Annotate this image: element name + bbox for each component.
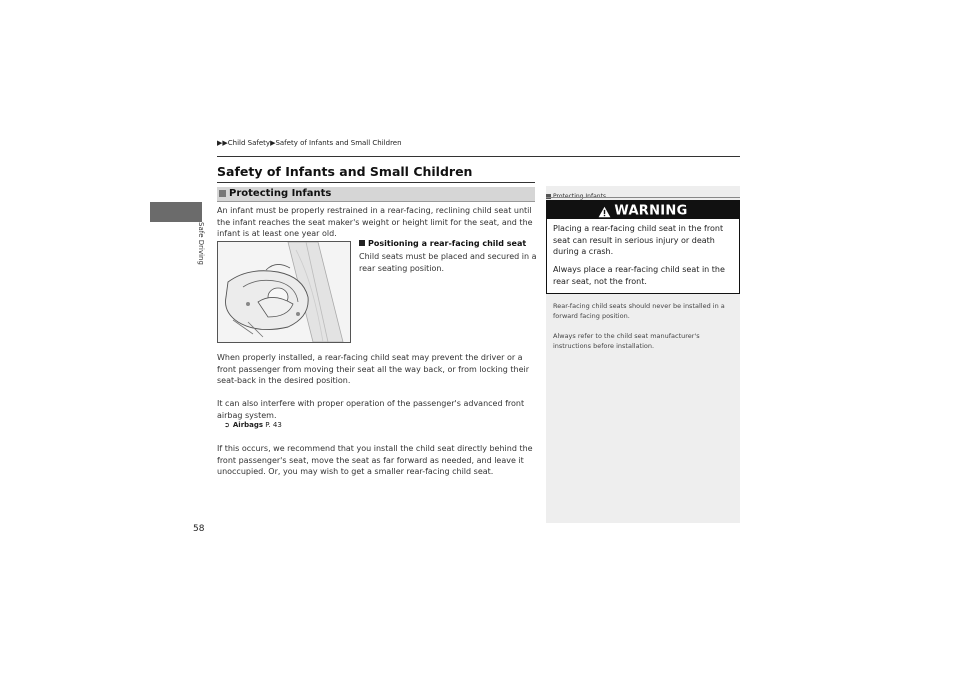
breadcrumb-separator-icon: ▶ [270,139,276,147]
paragraph-installed: When properly installed, a rear-facing child seat may prevent the driver or a front passenger from moving their seat all the way back, or from locking their seat-back in the desired position. [217,353,530,385]
sidebar-note-2: Always refer to the child seat manufacturer's instructions before installation. [553,332,700,350]
page-number: 58 [193,524,205,534]
breadcrumb-link-child-safety[interactable]: Child Safety [227,139,271,147]
reference-arrow-icon: ➲ [224,421,230,429]
subheading [359,239,526,248]
warning-title: WARNING [614,203,688,219]
section-heading: Protecting Infants [229,188,332,199]
subheading-label: Positioning a rear-facing child seat [368,239,527,248]
warning-triangle-icon [598,206,611,218]
warning-box [546,200,740,294]
warning-text-2: Always place a rear-facing child seat in the rear seat, not the front. [553,265,725,286]
child-seat-icon [218,242,350,342]
chapter-label: Safe Driving [197,222,205,265]
breadcrumb-arrows-icon: ▶▶ [217,139,228,147]
title-divider [217,182,535,183]
warning-header [547,201,739,219]
warning-text-1: Placing a rear-facing child seat in the front seat can result in serious injury or death during a crash. [553,224,724,256]
reference-page: P. 43 [265,421,282,429]
square-bullet-icon [359,240,365,246]
cross-reference-airbags[interactable] [224,421,282,429]
chapter-tab [150,202,202,222]
sidebar-note-1: Rear-facing child seats should never be installed in a forward facing position. [553,302,725,320]
rear-facing-child-seat-illustration [217,241,351,343]
subheading-text: Child seats must be placed and secured in a rear seating position. [359,252,537,273]
reference-label[interactable]: Airbags [232,421,264,429]
section-heading-bar [217,187,535,202]
breadcrumb-current: Safety of Infants and Small Children [275,139,402,147]
square-bullet-icon [219,190,226,197]
header-divider [217,156,740,157]
intro-paragraph: An infant must be properly restrained in a rear-facing, reclining child seat until the infant reaches the seat maker's weight or height limit for the seat, and the infant is at least one year old. [217,206,533,238]
paragraph-airbag: It can also interfere with proper operation of the passenger's advanced front airbag system. [217,399,525,420]
page-title: Safety of Infants and Small Children [217,164,473,179]
breadcrumb [217,139,402,147]
paragraph-recommendation: If this occurs, we recommend that you install the child seat directly behind the front passenger's seat, move the seat as far forward as needed, and leave it unoccupied. Or, you may wish to get a smaller rear-facing child seat. [217,444,533,476]
sidebar-divider [546,197,740,198]
sidebar-heading [546,186,740,196]
